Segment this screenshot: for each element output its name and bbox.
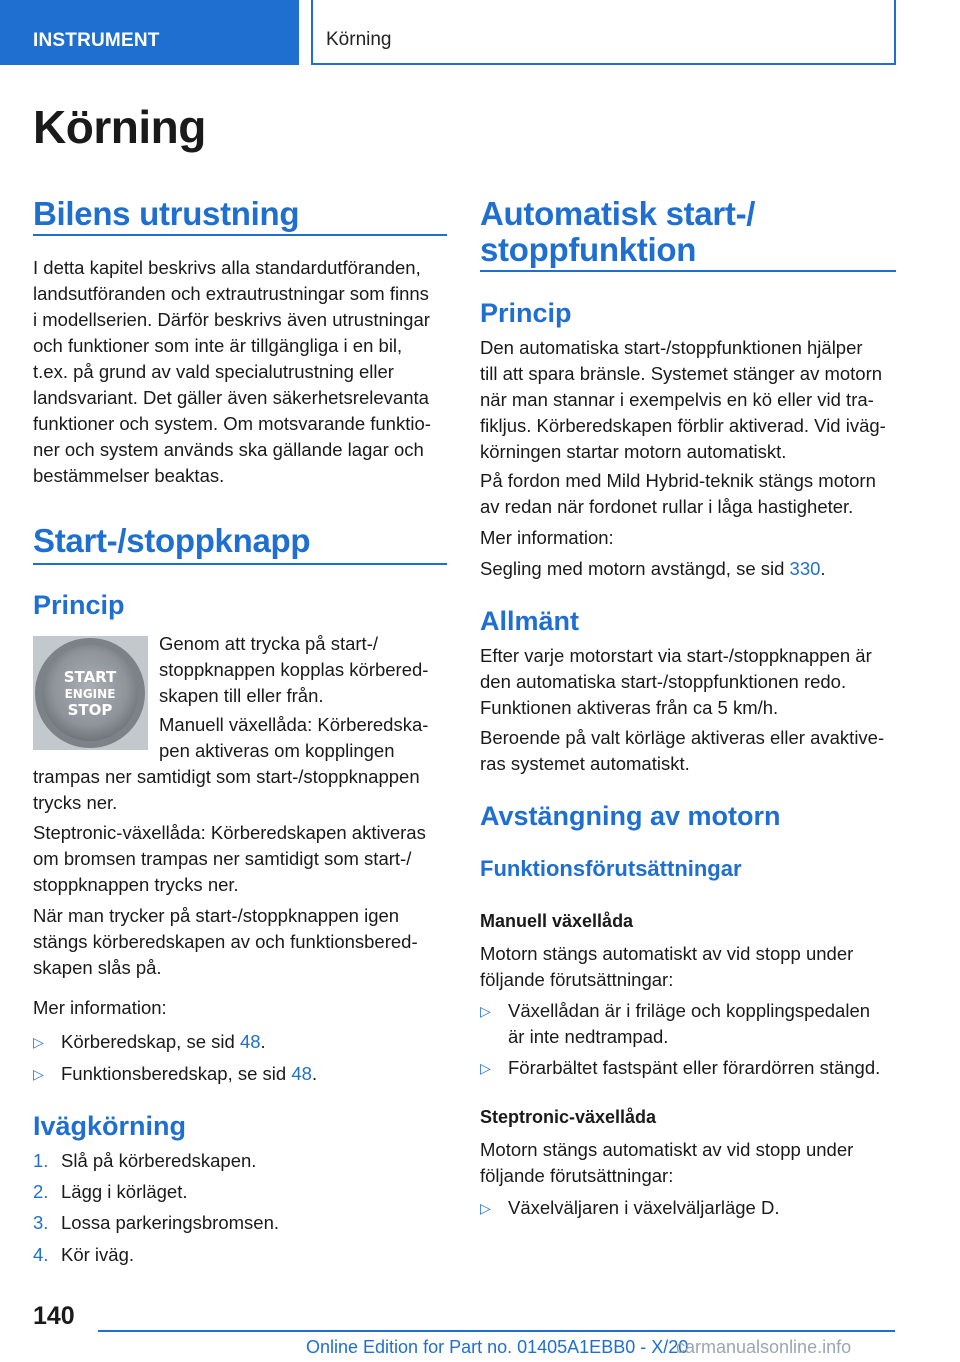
paragraph-princip-right: Den automatiska start-/stoppfunktionen hjälper till att spara bränsle. Systemet stänger av motorn när man stannar i exempelvis en kö eller vid tra- fikljus. Körberedskapen förblir aktiverad. Vid iväg- körningen startar motorn automatiskt. [480, 337, 886, 462]
header-section-label: INSTRUMENT [33, 30, 160, 51]
heading-start-stoppknapp: Start-/stoppknapp [33, 522, 311, 559]
list-item: 2. Lägg i körläget. [33, 1181, 188, 1202]
heading-princip-right: Princip [480, 298, 572, 328]
paragraph-mild-hybrid: På fordon med Mild Hybrid-teknik stängs motorn av redan när fordonet rullar i låga hastigheter. [480, 470, 876, 517]
page-title: Körning [33, 101, 206, 153]
list-item: 3. Lossa parkeringsbromsen. [33, 1212, 279, 1233]
button-label-engine: ENGINE [64, 687, 116, 701]
button-label-stop: STOP [67, 701, 113, 719]
page-link-48[interactable]: 48 [291, 1063, 312, 1084]
more-info-label-left: Mer information: [33, 997, 167, 1018]
more-info-label-right: Mer information: [480, 527, 614, 548]
heading-bilens-utrustning: Bilens utrustning [33, 195, 300, 232]
paragraph-segling-ref: Segling med motorn avstängd, se sid 330. [480, 558, 826, 579]
header-chapter-label: Körning [326, 29, 392, 50]
list-item: ▷ Förarbältet fastspänt eller förardörren stängd. [480, 1055, 896, 1081]
heading-allmant: Allmänt [480, 606, 580, 636]
list-item: ▷ Växelväljaren i växelväljarläge D. [480, 1195, 896, 1221]
paragraph-manuell: Motorn stängs automatiskt av vid stopp under följande förutsättningar: [480, 943, 854, 990]
triangle-bullet-icon: ▷ [480, 1060, 491, 1076]
triangle-bullet-icon: ▷ [33, 1034, 44, 1050]
heading-ivagkorning: Ivägkörning [33, 1111, 187, 1141]
triangle-bullet-icon: ▷ [480, 1003, 491, 1019]
section-rule [33, 563, 447, 565]
list-item: 4. Kör iväg. [33, 1244, 135, 1265]
footer-edition: Online Edition for Part no. 01405A1EBB0 - X/20 [306, 1337, 689, 1357]
paragraph-allmant-2: Beroende på valt körläge aktiveras eller avaktive- ras systemet automatiskt. [480, 727, 885, 774]
heading-steptronic-vaxellada: Steptronic-växellåda [480, 1107, 657, 1127]
watermark: carmanualsonline.info [676, 1337, 852, 1357]
paragraph-trycker-igen: När man trycker på start-/stoppknappen igen stängs körberedskapen av och funktionsbered- skapen slås på. [33, 905, 418, 978]
paragraph-steptronic: Steptronic-växellåda: Körberedskapen aktiveras om bromsen trampas ner samtidigt som start-/ stoppknappen trycks ner. [33, 822, 426, 895]
section-rule [480, 270, 896, 272]
triangle-bullet-icon: ▷ [33, 1066, 44, 1082]
heading-avstangning: Avstängning av motorn [480, 801, 781, 831]
button-label-start: START [63, 668, 117, 686]
paragraph-steptronic-right: Motorn stängs automatiskt av vid stopp under följande förutsättningar: [480, 1139, 854, 1186]
page-number: 140 [33, 1302, 75, 1330]
list-item: ▷ Körberedskap, se sid 48. [33, 1029, 447, 1055]
paragraph-princip-2a: Manuell växellåda: Körberedska- pen aktiveras om kopplingen [159, 714, 429, 761]
heading-manuell-vaxellada: Manuell växellåda [480, 911, 634, 931]
page-link-48[interactable]: 48 [239, 1031, 261, 1052]
heading-funktionsforutsattningar: Funktionsförutsättningar [480, 856, 742, 881]
heading-automatisk-start-stopp: Automatisk start-/ stoppfunktion [480, 195, 756, 268]
list-item: 1. Slå på körberedskapen. [33, 1150, 257, 1171]
list-item: ▷ Funktionsberedskap, se sid 48. [33, 1061, 447, 1087]
paragraph-bilens-utrustning: I detta kapitel beskrivs alla standardutföranden, landsutföranden och extrautrustningar som finns i modellserien. Därför beskrivs även utrustningar och funktioner som inte är tillgängliga i en bil, t.ex. på grund av vald specialutrustning eller landsvariant. Det gäller även säkerhetsrelevanta funktioner och system. Om motsvarande funktio- ner och system används ska gällande lagar och bestämmelser beaktas. [33, 257, 431, 486]
section-rule [33, 234, 447, 236]
heading-princip-left: Princip [33, 590, 125, 620]
header-chapter-tab [311, 0, 896, 65]
paragraph-princip-1: Genom att trycka på start-/ stoppknappen kopplas körbered- skapen till eller från. [159, 633, 429, 706]
start-stop-button-image [33, 636, 148, 750]
header-section-tab [0, 0, 299, 65]
footer-rule [98, 1330, 895, 1332]
paragraph-princip-2b: trampas ner samtidigt som start-/stoppknappen trycks ner. [33, 766, 420, 813]
triangle-bullet-icon: ▷ [480, 1200, 491, 1216]
page-link-330[interactable]: 330 [789, 558, 821, 579]
paragraph-allmant-1: Efter varje motorstart via start-/stoppknappen är den automatiska start-/stoppfunktionen redo. Funktionen aktiveras från ca 5 km/h. [480, 645, 872, 718]
list-item: ▷ Växellådan är i friläge och kopplingspedalen är inte nedtrampad. [480, 1000, 871, 1047]
